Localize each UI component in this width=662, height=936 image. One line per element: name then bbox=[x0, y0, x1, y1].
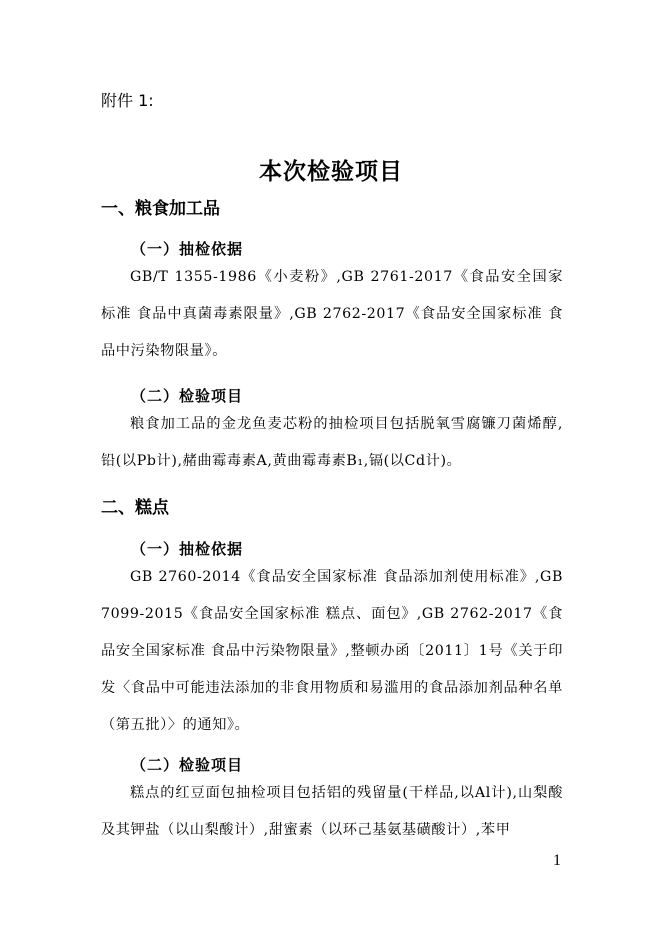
section-1-items-heading: （二）检验项目 bbox=[131, 387, 244, 405]
section-2-basis-heading: （一）抽检依据 bbox=[131, 540, 244, 558]
section-2-items-heading: （二）检验项目 bbox=[131, 756, 244, 774]
attachment-label: 附件 1: bbox=[101, 91, 154, 110]
section-1-basis-heading: （一）抽检依据 bbox=[131, 240, 244, 258]
section-2-items-text: 糕点的红豆面包抽检项目包括铝的残留量(干样品,以Al计),山梨酸及其钾盐（以山梨酸计）,甜蜜素（以环己基氨基磺酸计）,苯甲 bbox=[101, 785, 563, 838]
page-number: 1 bbox=[553, 852, 561, 869]
section-heading-grain-products: 一、粮食加工品 bbox=[101, 199, 220, 219]
section-1-items-text: 粮食加工品的金龙鱼麦芯粉的抽检项目包括脱氧雪腐镰刀菌烯醇,铅(以Pb计),赭曲霉毒素A,黄曲霉毒素B₁,镉(以Cd计)。 bbox=[101, 416, 563, 469]
section-heading-pastry: 二、糕点 bbox=[101, 498, 169, 518]
section-2-basis-text: GB 2760-2014《食品安全国家标准 食品添加剂使用标准》,GB 7099-2015《食品安全国家标准 糕点、面包》,GB 2762-2017《食品安全国家标准 食品中污染物限量》,整顿办函〔2011〕1号《关于印发〈食品中可能违法添加的非食用物质和易滥用的食品添加剂品种名单（第五批）〉的通知》。 bbox=[101, 569, 563, 733]
section-1-basis-text: GB/T 1355-1986《小麦粉》,GB 2761-2017《食品安全国家标准 食品中真菌毒素限量》,GB 2762-2017《食品安全国家标准 食品中污染物限量》。 bbox=[101, 269, 563, 359]
document-title: 本次检验项目 bbox=[259, 159, 403, 185]
